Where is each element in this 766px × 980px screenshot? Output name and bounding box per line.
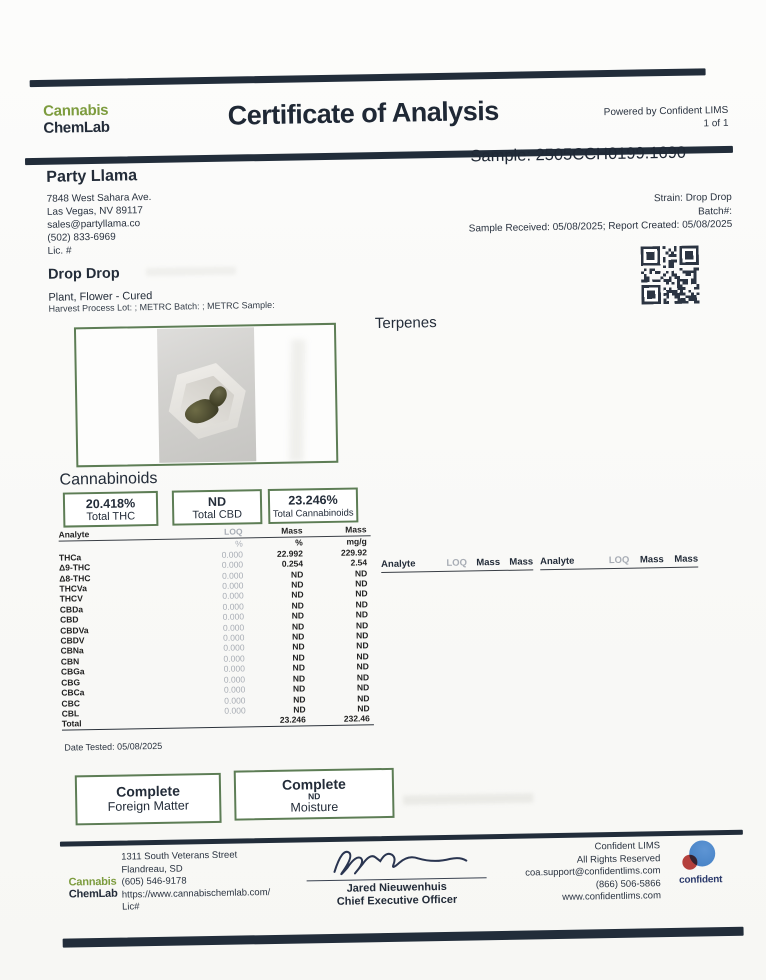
foreign-matter-status: Complete xyxy=(116,782,181,800)
client-license: Lic. # xyxy=(47,245,72,257)
unit-loq: % xyxy=(235,538,243,549)
sample-received: Sample Received: 05/08/2025; Report Created: 05/08/2025 xyxy=(468,218,733,235)
lims-website: www.confidentlims.com xyxy=(562,890,662,903)
footer-lab-logo-line1: Cannabis xyxy=(68,875,117,889)
col-mass-mgg: Mass xyxy=(345,524,367,535)
cannabinoid-row: CBDa 0.000 ND ND xyxy=(59,599,368,615)
total-loq xyxy=(174,716,246,728)
lims-name: Confident LIMS xyxy=(594,840,661,853)
unit-mgg: mg/g xyxy=(346,536,367,548)
terpene-col-analyte: Analyte xyxy=(381,558,416,571)
client-address-1: 7848 West Sahara Ave. xyxy=(46,191,152,205)
cannabinoids-section-title: Cannabinoids xyxy=(59,469,158,489)
confident-logo-mark xyxy=(680,840,721,875)
total-thc-value: 20.418% xyxy=(85,496,136,512)
cannabinoid-row: CBNa 0.000 ND ND xyxy=(60,640,369,657)
col-analyte: Analyte xyxy=(58,529,90,540)
terpene-col-mass-mgg-2: Mass xyxy=(674,553,699,565)
cannabinoid-row: THCVa 0.000 ND ND xyxy=(59,578,368,594)
signer-name: Jared Nieuwenhuis xyxy=(346,880,447,895)
signer-title: Chief Executive Officer xyxy=(336,893,458,908)
terpene-col-mass-pct: Mass xyxy=(476,556,501,569)
terpene-col-loq-2: LOQ xyxy=(608,554,630,567)
bottom-rule xyxy=(63,927,744,948)
lab-website: https://www.cannabischemlab.com/ xyxy=(121,886,271,901)
cannabinoid-row: CBG 0.000 ND ND xyxy=(61,671,370,688)
powered-by-block xyxy=(604,104,729,132)
signature-block xyxy=(306,839,487,909)
sample-batch: Batch#: xyxy=(697,205,733,217)
lab-phone: (605) 546-9178 xyxy=(121,875,187,888)
signature-image xyxy=(316,839,477,880)
sample-id: Sample: 2505CCH0199.1690 xyxy=(470,143,687,166)
client-address-2: Las Vegas, NV 89117 xyxy=(46,205,144,218)
unit-pct: % xyxy=(295,537,303,548)
col-loq: LOQ xyxy=(224,526,243,537)
lab-address-city: Flandreau, SD xyxy=(121,863,183,876)
cannabinoid-row: CBDV 0.000 ND ND xyxy=(60,630,369,646)
total-cbd-label: Total CBD xyxy=(192,508,243,522)
cannabinoid-row: THCV 0.000 ND ND xyxy=(59,588,368,605)
client-name: Party Llama xyxy=(46,167,138,186)
total-cbd-value: ND xyxy=(207,494,227,510)
metrc-line: Harvest Process Lot: ; METRC Batch: ; METRC Sample: xyxy=(48,299,275,314)
client-block xyxy=(46,167,152,258)
lims-rights: All Rights Reserved xyxy=(576,852,661,866)
moisture-box xyxy=(234,768,395,821)
terpene-col-analyte-2: Analyte xyxy=(540,555,575,568)
foreign-matter-label: Foreign Matter xyxy=(107,798,190,814)
moisture-status: Complete xyxy=(281,775,346,793)
confident-red-circle-icon xyxy=(682,855,697,870)
lab-logo-line1: Cannabis xyxy=(43,101,109,120)
total-pct: 23.246 xyxy=(279,714,306,726)
total-cannabinoids-box xyxy=(268,487,359,524)
total-thc-box xyxy=(63,491,159,528)
footer-lab-logo xyxy=(69,876,118,901)
foreign-matter-box xyxy=(75,773,222,826)
moisture-label: Moisture xyxy=(290,799,339,815)
product-name: Drop Drop xyxy=(47,265,120,283)
cannabinoid-table xyxy=(58,524,373,730)
powered-by-text: Powered by Confident LIMS xyxy=(603,104,729,119)
page-count: 1 of 1 xyxy=(703,117,729,130)
confident-logo-text: confident xyxy=(678,874,723,886)
lab-logo xyxy=(43,102,110,137)
sample-meta xyxy=(468,191,732,236)
lab-logo-line2: ChemLab xyxy=(43,118,110,137)
client-phone: (502) 833-6969 xyxy=(47,231,116,244)
terpenes-section-title: Terpenes xyxy=(374,314,437,333)
client-email: sales@partyllama.co xyxy=(47,218,141,231)
date-tested: Date Tested: 05/08/2025 xyxy=(64,740,163,753)
document-title: Certificate of Analysis xyxy=(227,95,500,131)
cannabinoid-row: CBCa 0.000 ND ND xyxy=(61,682,370,698)
top-rule xyxy=(30,68,706,87)
col-mass-pct: Mass xyxy=(281,525,303,536)
total-thc-label: Total THC xyxy=(86,510,136,524)
sample-strain: Strain: Drop Drop xyxy=(653,191,732,205)
terpene-col-mass-mgg: Mass xyxy=(509,556,534,568)
total-cannabinoids-value: 23.246% xyxy=(288,492,338,508)
cannabinoid-row: CBD 0.000 ND ND xyxy=(59,609,369,625)
footer-lab-logo-line2: ChemLab xyxy=(68,887,118,901)
cannabinoid-row: THCa 0.000 22.992 229.92 xyxy=(58,547,367,563)
lims-contact-block xyxy=(525,840,661,905)
terpene-table-header-left xyxy=(381,556,533,573)
product-block xyxy=(48,263,275,315)
lab-address-block xyxy=(121,849,270,914)
cannabinoid-row: Δ8-THC 0.000 ND ND xyxy=(59,567,368,584)
lims-email: coa.support@confidentlims.com xyxy=(525,865,661,879)
lab-address-street: 1311 South Veterans Street xyxy=(121,849,238,863)
product-type: Plant, Flower - Cured xyxy=(48,289,153,304)
lab-license: Lic# xyxy=(121,901,140,913)
confident-logo xyxy=(669,840,732,886)
total-mgg: 232.46 xyxy=(343,713,370,725)
sample-photo-frame xyxy=(74,323,338,468)
moisture-nd: ND xyxy=(307,791,321,802)
qr-code xyxy=(641,245,700,304)
total-cbd-box xyxy=(172,489,263,526)
cannabinoid-row: CBDVa 0.000 ND ND xyxy=(60,619,369,636)
lims-phone: (866) 506-5866 xyxy=(595,877,661,890)
total-cannabinoids-label: Total Cannabinoids xyxy=(272,507,354,520)
terpene-table-header-right xyxy=(540,554,698,571)
scan-smudge xyxy=(403,793,533,804)
cannabinoid-row: CBL 0.000 ND ND xyxy=(61,703,370,719)
total-label: Total xyxy=(61,718,82,729)
terpene-col-mass-pct-2: Mass xyxy=(639,554,664,566)
cannabinoid-row: CBGa 0.000 ND ND xyxy=(60,661,369,677)
sample-photo xyxy=(157,327,256,463)
terpene-col-loq: LOQ xyxy=(446,557,468,569)
cannabinoid-row: Δ9-THC 0.000 0.254 2.54 xyxy=(59,557,368,573)
cannabinoid-rows xyxy=(59,547,374,719)
cannabinoid-row: CBN 0.000 ND ND xyxy=(60,651,369,667)
cannabinoid-row: CBC 0.000 ND ND xyxy=(61,692,370,709)
